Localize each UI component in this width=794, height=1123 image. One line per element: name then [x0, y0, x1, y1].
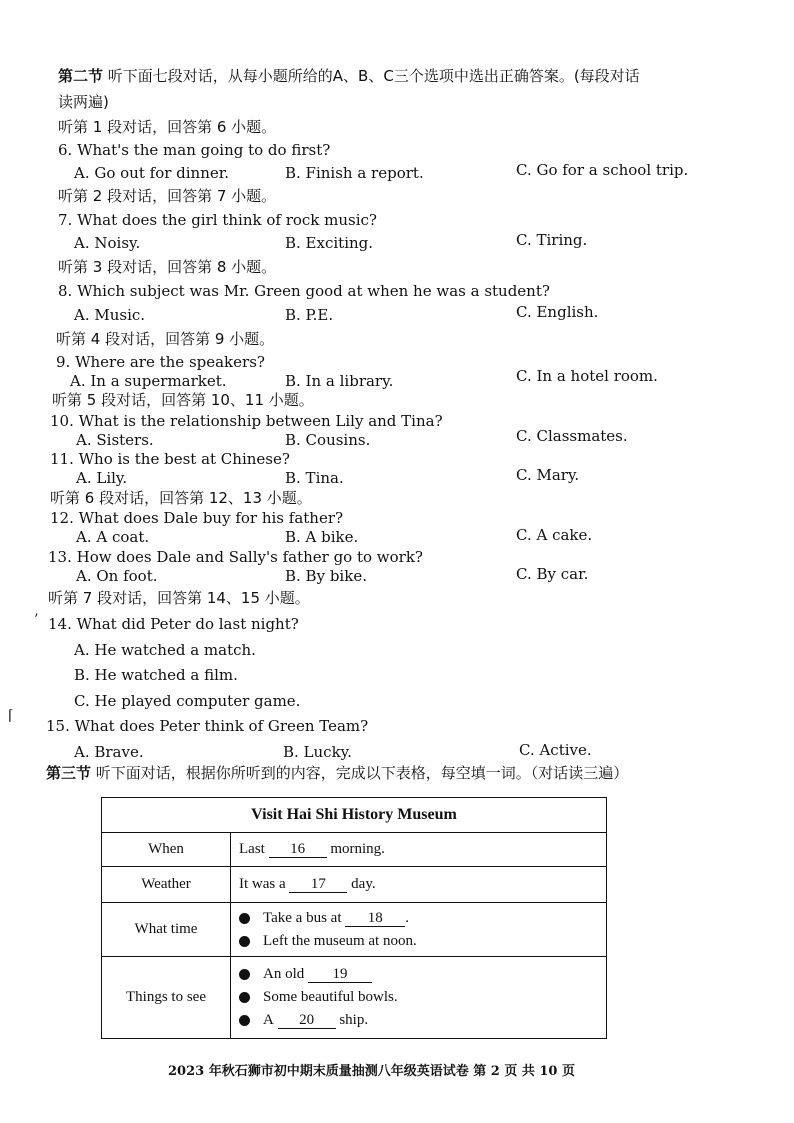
dialogue-intro: 听第 4 段对话，回答第 9 小题。 [56, 330, 275, 348]
question-stem: 13. How does Dale and Sally's father go to work? [48, 548, 423, 566]
table-title: Visit Hai Shi History Museum [102, 798, 607, 833]
option-a: A. Brave. [74, 743, 144, 761]
question-stem: 8. Which subject was Mr. Green good at when he was a student? [58, 282, 550, 300]
option-c: C. Tiring. [516, 231, 588, 249]
bullet-icon [239, 913, 250, 924]
text: ship. [339, 1012, 369, 1028]
question-stem: 6. What's the man going to do first? [58, 141, 331, 159]
section2-heading: 第二节 [58, 67, 104, 85]
table-title-row [102, 798, 607, 833]
bullet-item [239, 963, 598, 986]
option-a: A. He watched a match. [74, 641, 256, 659]
bullet-icon [239, 969, 250, 980]
option-a: A. Music. [74, 306, 146, 324]
text: An old [263, 966, 305, 982]
section3-instruction-text: 听下面对话，根据你所听到的内容，完成以下表格，每空填一词。（对话读三遍） [95, 764, 629, 782]
option-c: C. He played computer game. [74, 692, 301, 710]
row-content [231, 867, 607, 903]
dialogue-intro: 听第 1 段对话，回答第 6 小题。 [58, 118, 277, 136]
text: Some beautiful bowls. [263, 989, 398, 1005]
bullet-item [239, 930, 598, 953]
option-c: C. Active. [519, 741, 592, 759]
text: Left the museum at noon. [263, 932, 417, 949]
question-stem: 14. What did Peter do last night? [48, 615, 299, 633]
option-b: B. A bike. [285, 528, 359, 546]
option-b: B. Exciting. [285, 234, 374, 252]
text: day. [351, 876, 376, 892]
row-label: Things to see [102, 957, 231, 1039]
option-b: B. Lucky. [283, 743, 352, 761]
section2-instruction [58, 66, 640, 86]
answer-blank: 16 [269, 841, 327, 858]
section3-heading: 第三节 [46, 764, 92, 782]
bullet-icon [239, 936, 250, 947]
option-b: B. Cousins. [285, 431, 371, 449]
text: A [263, 1012, 274, 1028]
answer-blank: 17 [289, 876, 347, 893]
dialogue-intro: 听第 5 段对话，回答第 10、11 小题。 [52, 391, 314, 409]
option-a: A. Lily. [76, 469, 128, 487]
option-a: A. Go out for dinner. [74, 164, 230, 182]
option-c: C. Mary. [516, 466, 580, 484]
option-c: C. Classmates. [516, 427, 628, 445]
text: Take a bus at [263, 909, 342, 926]
text: Last [239, 841, 265, 857]
answer-blank: 19 [308, 966, 372, 983]
section3-instruction [46, 763, 628, 783]
dialogue-intro: 听第 7 段对话，回答第 14、15 小题。 [48, 589, 310, 607]
bullet-icon [239, 992, 250, 1003]
text: It was a [239, 876, 286, 892]
museum-table [101, 797, 607, 1039]
question-stem: 7. What does the girl think of rock music? [58, 211, 377, 229]
option-b: B. Tina. [285, 469, 344, 487]
option-c: C. In a hotel room. [516, 367, 658, 385]
dialogue-intro: 听第 2 段对话，回答第 7 小题。 [58, 187, 277, 205]
row-content [231, 957, 607, 1039]
question-stem: 11. Who is the best at Chinese? [50, 450, 290, 468]
answer-blank: 18 [345, 910, 405, 927]
question-stem: 12. What does Dale buy for his father? [50, 509, 344, 527]
stray-mark: ’ [34, 612, 39, 628]
option-a: A. Sisters. [76, 431, 154, 449]
option-a: A. On foot. [76, 567, 158, 585]
option-b: B. P.E. [285, 306, 334, 324]
question-stem: 10. What is the relationship between Lily and Tina? [50, 412, 443, 430]
option-a: A. Noisy. [74, 234, 141, 252]
option-a: A. A coat. [76, 528, 150, 546]
row-content [231, 833, 607, 867]
question-stem: 9. Where are the speakers? [56, 353, 265, 371]
text: . [405, 909, 410, 926]
row-label: Weather [102, 867, 231, 903]
stray-mark: ⌈ [8, 708, 14, 724]
row-label: When [102, 833, 231, 867]
question-stem: 15. What does Peter think of Green Team? [46, 717, 369, 735]
bullet-item [239, 1009, 598, 1032]
table-row [102, 957, 607, 1039]
answer-blank: 20 [278, 1012, 336, 1029]
bullet-icon [239, 1015, 250, 1026]
text: morning. [330, 841, 385, 857]
option-b: B. He watched a film. [74, 666, 238, 684]
option-b: B. Finish a report. [285, 164, 424, 182]
option-b: B. By bike. [285, 567, 367, 585]
option-c: C. English. [516, 303, 599, 321]
page-footer: 2023 年秋石狮市初中期末质量抽测八年级英语试卷 第 2 页 共 10 页 [168, 1064, 575, 1079]
section2-instruction-line2: 读两遍) [58, 93, 109, 111]
option-c: C. Go for a school trip. [516, 161, 689, 179]
option-a: A. In a supermarket. [70, 372, 227, 390]
table-row [102, 867, 607, 903]
option-b: B. In a library. [285, 372, 394, 390]
bullet-item [239, 907, 598, 930]
row-content [231, 903, 607, 957]
option-c: C. By car. [516, 565, 589, 583]
dialogue-intro: 听第 6 段对话，回答第 12、13 小题。 [50, 489, 312, 507]
row-label: What time [102, 903, 231, 957]
option-c: C. A cake. [516, 526, 593, 544]
dialogue-intro: 听第 3 段对话，回答第 8 小题。 [58, 258, 277, 276]
table-row [102, 833, 607, 867]
bullet-item [239, 986, 598, 1009]
section2-instruction-line1: 听下面七段对话，从每小题所给的A、B、C三个选项中选出正确答案。(每段对话 [107, 67, 640, 85]
table-row [102, 903, 607, 957]
